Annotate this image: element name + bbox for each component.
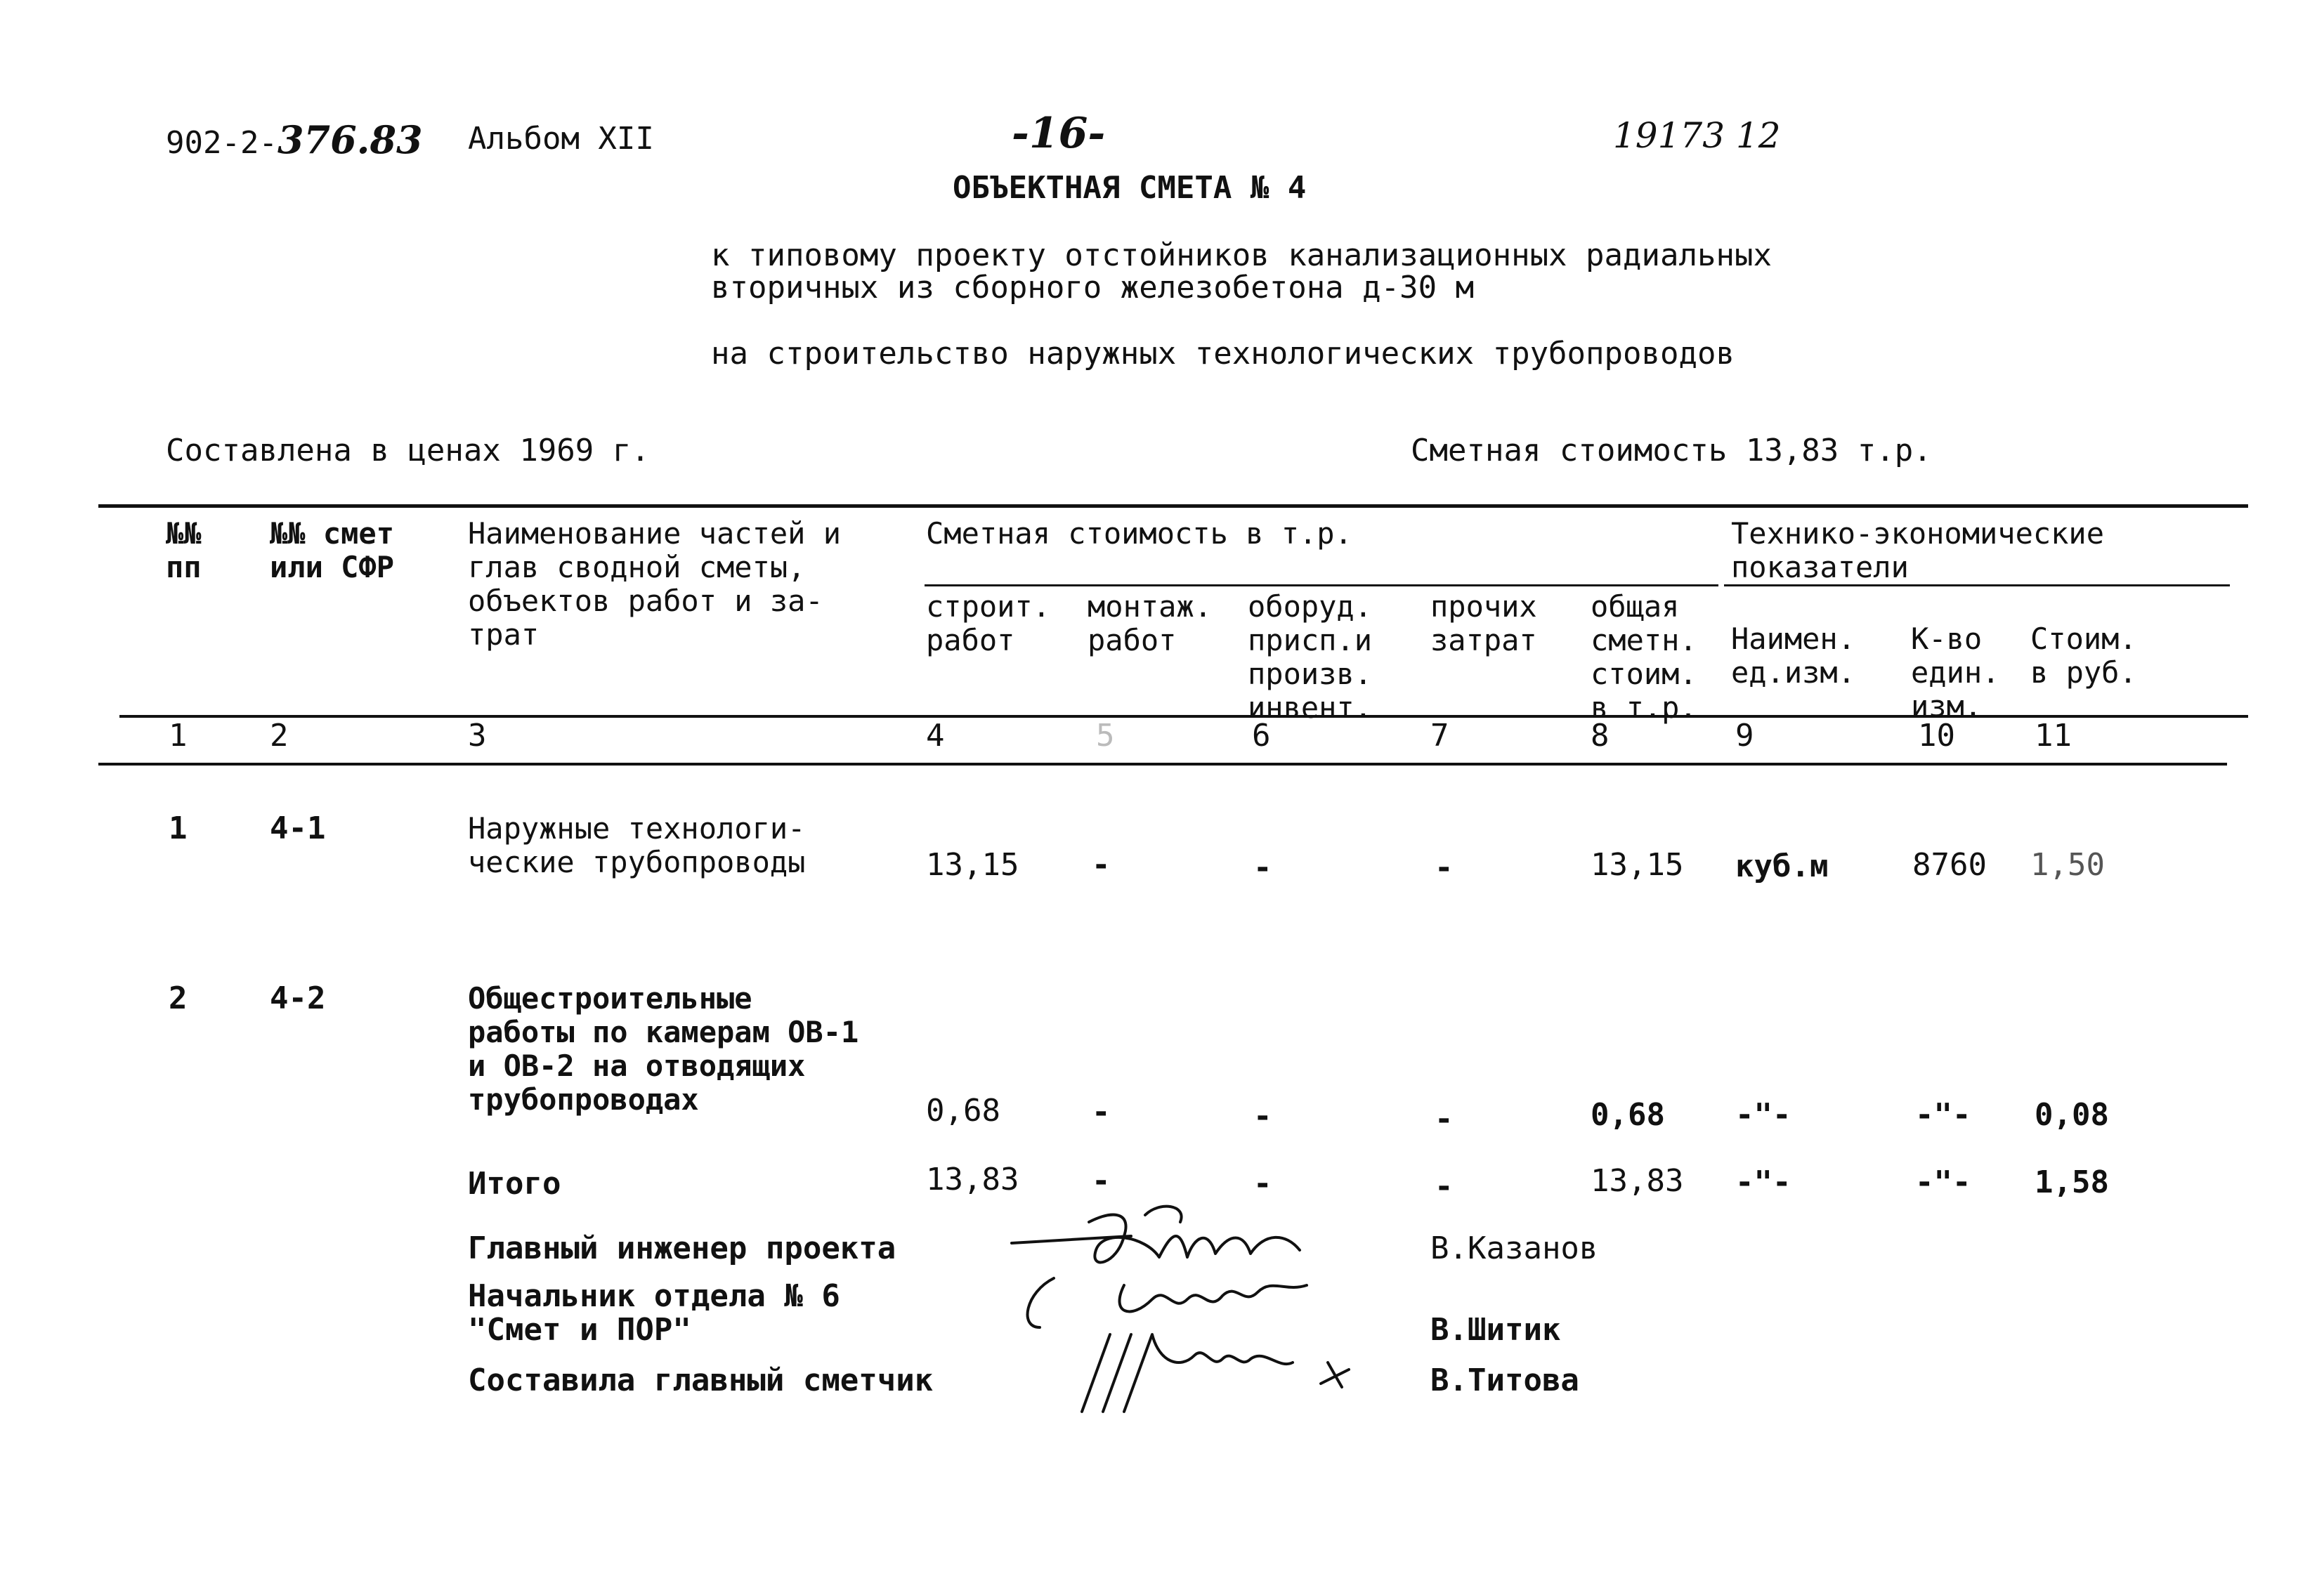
header-name: Наименование частей и глав сводной сметы, объектов работ и за- трат xyxy=(468,516,842,652)
row-construction: 13,15 xyxy=(926,847,1019,883)
total-cost: 1,58 xyxy=(2035,1164,2109,1200)
row-qty: 8760 xyxy=(1912,847,1987,883)
signature-name-department-head: В.Шитик xyxy=(1430,1312,1561,1348)
header-num: №№ пп xyxy=(166,516,202,584)
colnum-2: 2 xyxy=(270,718,289,754)
colnum-4: 4 xyxy=(926,718,945,754)
colnum-1: 1 xyxy=(169,718,188,754)
total-unit: -"- xyxy=(1735,1164,1791,1200)
table-top-rule xyxy=(98,504,2248,508)
signature-role-department-head: Начальник отдела № 6 "Смет и ПОР" xyxy=(468,1278,840,1348)
signature-role-chief-engineer: Главный инженер проекта xyxy=(468,1230,896,1266)
header-indicators-group: Технико-экономические показатели xyxy=(1731,516,2105,584)
colnum-6: 6 xyxy=(1252,718,1271,754)
header-unit-name: Наимен. ед.изм. xyxy=(1731,622,1856,690)
row-installation: - xyxy=(1092,847,1111,883)
header-construction: строит. работ xyxy=(926,589,1051,657)
row-unit: куб.м xyxy=(1735,848,1829,884)
signature-name-chief-engineer: В.Казанов xyxy=(1430,1230,1598,1266)
album-label: Альбом XII xyxy=(468,121,654,157)
colnum-11: 11 xyxy=(2035,718,2072,754)
row-estimate: 4-1 xyxy=(270,810,326,846)
row-qty: -"- xyxy=(1915,1097,1971,1133)
row-cost: 1,50 xyxy=(2030,847,2105,883)
project-code-handwritten: 376.83 xyxy=(277,117,423,162)
project-code xyxy=(166,117,423,162)
row-num: 1 xyxy=(169,810,188,846)
total-total: 13,83 xyxy=(1591,1163,1684,1199)
total-label: Итого xyxy=(468,1166,561,1202)
header-total: общая сметн. стоим. в т.р. xyxy=(1591,589,1697,725)
total-other: - xyxy=(1435,1169,1454,1204)
colnum-9: 9 xyxy=(1735,718,1754,754)
document-title: ОБЪЕКТНАЯ СМЕТА № 4 xyxy=(953,170,1307,206)
cost-subheader-rule xyxy=(925,584,1718,586)
page-number: -16- xyxy=(1012,109,1106,158)
row-cost: 0,08 xyxy=(2035,1097,2109,1133)
header-unit-cost: Стоим. в руб. xyxy=(2030,622,2137,690)
colnum-8: 8 xyxy=(1591,718,1610,754)
row-name: Наружные технологи- ческие трубопроводы xyxy=(468,811,806,879)
indicators-subheader-rule xyxy=(1724,584,2230,586)
column-numbers-rule xyxy=(98,763,2227,766)
header-installation: монтаж. работ xyxy=(1088,589,1213,657)
colnum-7: 7 xyxy=(1430,718,1449,754)
row-total: 0,68 xyxy=(1591,1097,1665,1133)
row-total: 13,15 xyxy=(1591,847,1684,883)
header-estimate-num: №№ смет или СФР xyxy=(270,516,395,584)
header-unit-qty: К-во един. изм. xyxy=(1911,622,2000,723)
prices-note: Составлена в ценах 1969 г. xyxy=(166,433,650,468)
total-installation: - xyxy=(1092,1163,1111,1199)
row-equipment: - xyxy=(1253,850,1272,886)
total-qty: -"- xyxy=(1915,1164,1971,1200)
header-other: прочих затрат xyxy=(1430,589,1537,657)
row-equipment: - xyxy=(1253,1098,1272,1134)
header-equipment: оборуд. присп.и произв. инвент. xyxy=(1248,589,1373,725)
row-other: - xyxy=(1435,850,1454,886)
total-equipment: - xyxy=(1253,1166,1272,1202)
colnum-10: 10 xyxy=(1918,718,1955,754)
purpose-line: на строительство наружных технологических трубопроводов xyxy=(711,336,1735,372)
row-estimate: 4-2 xyxy=(270,980,326,1016)
estimated-cost: Сметная стоимость 13,83 т.р. xyxy=(1411,433,1932,468)
signature-name-estimator: В.Титова xyxy=(1430,1362,1579,1398)
subtitle-line-2: вторичных из сборного железобетона д-30 м xyxy=(711,270,1475,306)
subtitle-line-1: к типовому проекту отстойников канализационных радиальных xyxy=(711,237,1772,273)
header-cost-group: Сметная стоимость в т.р. xyxy=(926,516,1352,551)
colnum-5: 5 xyxy=(1096,718,1115,754)
handwritten-reference: 19173 12 xyxy=(1613,115,1781,156)
total-construction: 13,83 xyxy=(926,1162,1019,1197)
row-name: Общестроительные работы по камерам ОВ-1 и ОВ-2 на отводящих трубопроводах xyxy=(468,981,859,1117)
row-construction: 0,68 xyxy=(926,1093,1000,1129)
colnum-3: 3 xyxy=(468,718,487,754)
project-code-prefix: 902-2- xyxy=(166,125,278,161)
row-num: 2 xyxy=(169,980,188,1016)
row-installation: - xyxy=(1092,1094,1111,1130)
signature-role-estimator: Составила главный сметчик xyxy=(468,1362,934,1398)
row-unit: -"- xyxy=(1735,1097,1791,1133)
row-other: - xyxy=(1435,1101,1454,1137)
signature-scribble-estimator xyxy=(1054,1320,1377,1419)
